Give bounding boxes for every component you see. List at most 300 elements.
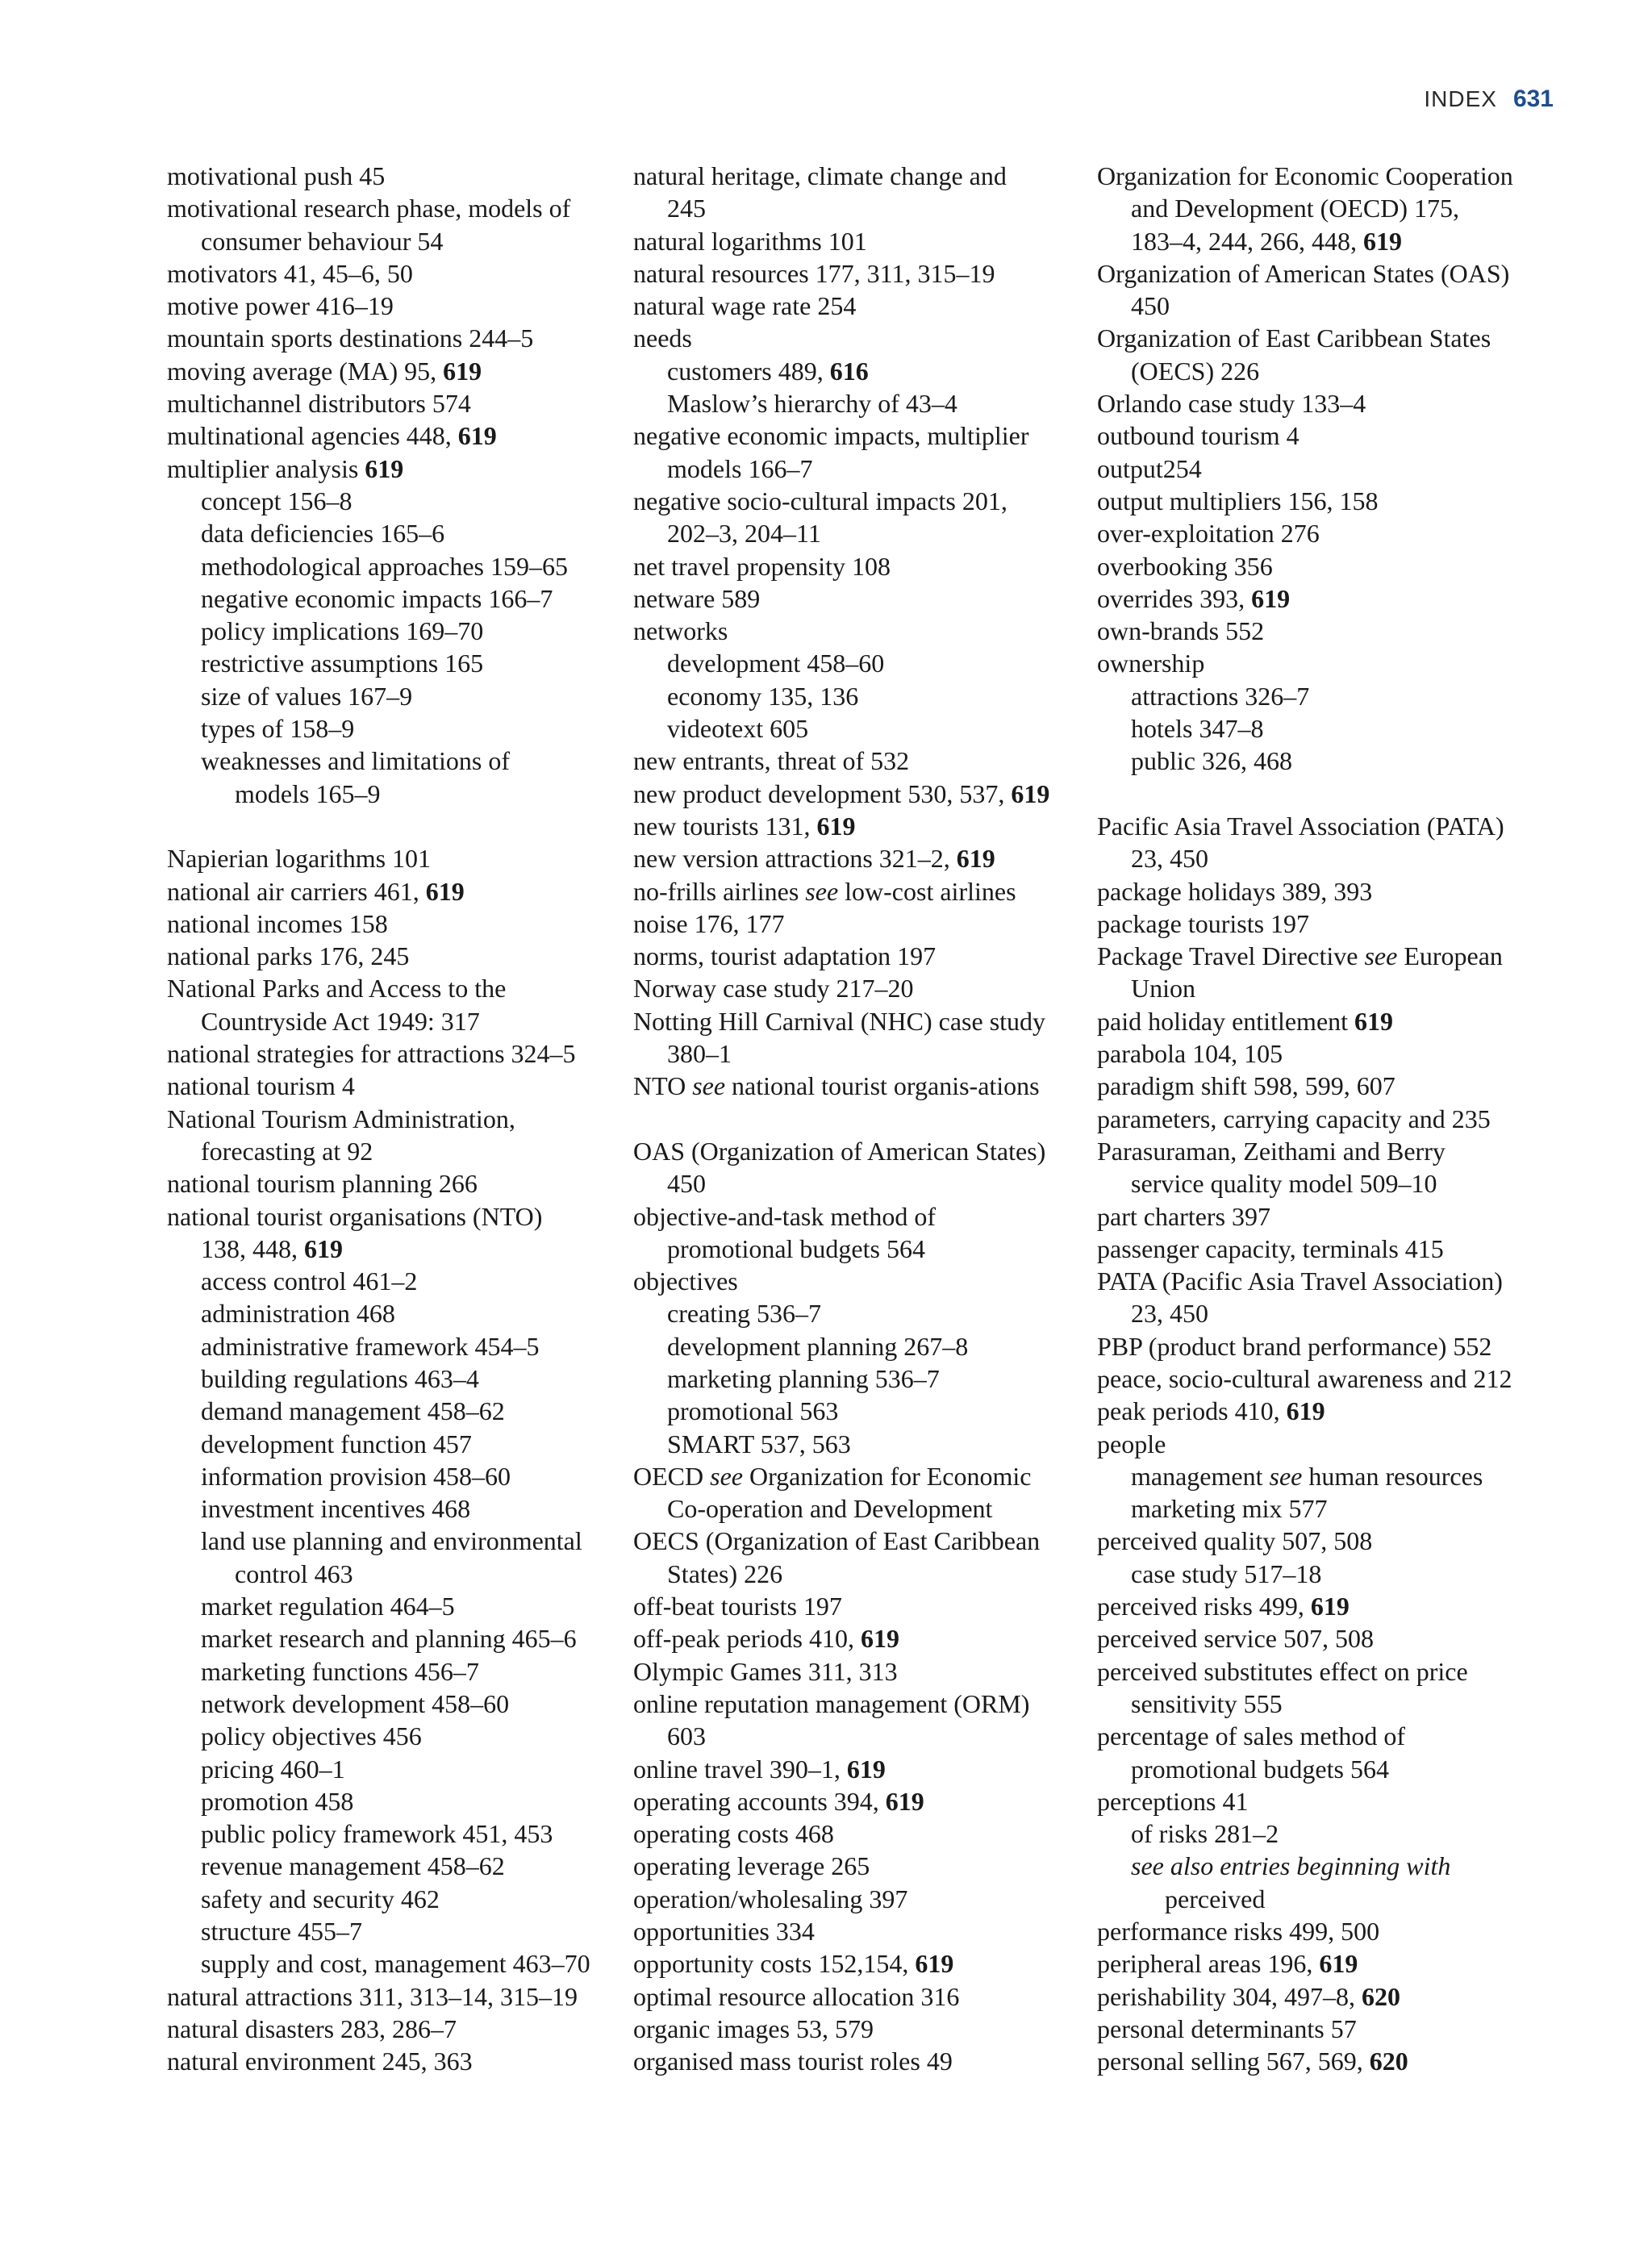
index-entry bbox=[633, 615, 1109, 647]
entry-text: human resources bbox=[1302, 1461, 1483, 1491]
page-reference-bold: 619 bbox=[304, 1233, 343, 1263]
entry-text: supply and cost, management 463–70 bbox=[201, 1949, 590, 1979]
entry-text: perishability 304, 497–8, bbox=[1097, 1981, 1362, 2011]
entry-text: Pacific Asia Travel Association (PATA) bbox=[1097, 811, 1504, 841]
entry-text: 380–1 bbox=[667, 1039, 732, 1069]
entry-text: part charters 397 bbox=[1097, 1201, 1271, 1231]
entry-text: off-beat tourists 197 bbox=[633, 1592, 842, 1621]
index-entry bbox=[633, 225, 1109, 257]
entry-text: models 166–7 bbox=[667, 453, 813, 483]
entry-text: models 165–9 bbox=[235, 778, 381, 808]
entry-text: management bbox=[1131, 1461, 1270, 1491]
index-subentry bbox=[167, 680, 643, 712]
entry-text: opportunities 334 bbox=[633, 1917, 815, 1947]
entry-text: concept 156–8 bbox=[201, 486, 353, 515]
index-entry bbox=[1097, 1233, 1573, 1265]
index-entry bbox=[1097, 908, 1573, 940]
index-entry bbox=[1097, 1005, 1573, 1037]
entry-text: 245 bbox=[667, 194, 706, 223]
index-subentry bbox=[633, 355, 1109, 387]
index-entry-continuation bbox=[633, 1037, 1109, 1070]
index-entry bbox=[167, 908, 643, 940]
entry-text: organic images 53, 579 bbox=[633, 2013, 874, 2043]
index-entry bbox=[633, 1070, 1109, 1102]
entry-text: new product development 530, 537, bbox=[633, 778, 1012, 808]
index-entry-continuation bbox=[1097, 355, 1573, 387]
index-entry bbox=[1097, 810, 1573, 842]
index-entry bbox=[1097, 2045, 1573, 2077]
entry-text: output multipliers 156, 158 bbox=[1097, 486, 1379, 515]
index-entry bbox=[633, 1753, 1109, 1785]
index-entry bbox=[167, 1070, 643, 1102]
entry-text: natural logarithms 101 bbox=[633, 226, 867, 256]
index-entry bbox=[1097, 1622, 1573, 1655]
index-subentry bbox=[1097, 1558, 1573, 1590]
page-reference-bold: 619 bbox=[816, 811, 856, 841]
index-entry bbox=[167, 355, 643, 387]
entry-text: National Tourism Administration, bbox=[167, 1104, 515, 1133]
index-entry bbox=[633, 908, 1109, 940]
entry-text: multinational agencies 448, bbox=[167, 421, 458, 451]
index-entry bbox=[1097, 1037, 1573, 1070]
entry-text: needs bbox=[633, 323, 692, 353]
index-entry bbox=[1097, 1428, 1573, 1460]
index-entry bbox=[633, 160, 1109, 192]
entry-text: Maslow’s hierarchy of 43–4 bbox=[667, 389, 957, 419]
index-entry bbox=[1097, 419, 1573, 452]
index-subentry bbox=[167, 1460, 643, 1492]
page-reference-bold: 619 bbox=[365, 453, 404, 483]
index-subentry bbox=[167, 1297, 643, 1329]
entry-text: information provision 458–60 bbox=[201, 1461, 511, 1491]
entry-text: negative economic impacts, multiplier bbox=[633, 421, 1029, 451]
page-reference-bold: 619 bbox=[457, 421, 497, 451]
index-subentry bbox=[167, 1720, 643, 1752]
index-entry bbox=[1097, 1785, 1573, 1817]
entry-text: size of values 167–9 bbox=[201, 681, 413, 711]
index-entry bbox=[1097, 517, 1573, 549]
index-subentry bbox=[167, 1265, 643, 1297]
entry-text: public policy framework 451, 453 bbox=[201, 1819, 553, 1849]
index-entry-continuation bbox=[633, 1233, 1109, 1265]
index-entry bbox=[633, 1590, 1109, 1622]
entry-text: OAS (Organization of American States) bbox=[633, 1136, 1046, 1166]
index-entry bbox=[167, 290, 643, 322]
index-subentry bbox=[1097, 680, 1573, 712]
entry-text: national tourist organis-ations bbox=[725, 1071, 1040, 1101]
index-subentry bbox=[633, 680, 1109, 712]
index-entry bbox=[1097, 1395, 1573, 1427]
entry-text: new entrants, threat of 532 bbox=[633, 746, 910, 776]
index-entry bbox=[633, 257, 1109, 290]
index-entry bbox=[167, 1037, 643, 1070]
section-gap bbox=[633, 1103, 1109, 1135]
index-entry-continuation bbox=[633, 517, 1109, 549]
entry-text: negative economic impacts 166–7 bbox=[201, 583, 553, 613]
entry-text: natural environment 245, 363 bbox=[167, 2047, 473, 2076]
entry-text: national tourism planning 266 bbox=[167, 1169, 478, 1199]
index-entry-continuation bbox=[1097, 290, 1573, 322]
index-entry-continuation bbox=[633, 192, 1109, 224]
index-entry bbox=[167, 1980, 643, 2013]
cross-reference: see also entries beginning with bbox=[1131, 1851, 1451, 1881]
index-subentry bbox=[167, 550, 643, 582]
index-entry bbox=[167, 972, 643, 1004]
entry-text: net travel propensity 108 bbox=[633, 551, 891, 581]
entry-text: land use planning and environmental bbox=[201, 1526, 582, 1556]
entry-text: netware 589 bbox=[633, 583, 761, 613]
entry-text: structure 455–7 bbox=[201, 1917, 362, 1947]
index-entry bbox=[167, 160, 643, 192]
index-entry bbox=[633, 1460, 1109, 1492]
index-column-2 bbox=[633, 160, 1109, 2078]
entry-text: service quality model 509–10 bbox=[1131, 1169, 1437, 1199]
entry-text: safety and security 462 bbox=[201, 1884, 440, 1913]
index-column-1 bbox=[167, 160, 643, 2078]
entry-text: over-exploitation 276 bbox=[1097, 519, 1320, 549]
index-entry bbox=[1097, 1265, 1573, 1297]
index-subentry bbox=[167, 1590, 643, 1622]
index-subentry bbox=[167, 1817, 643, 1850]
entry-text: national tourism 4 bbox=[167, 1071, 355, 1101]
entry-text: public 326, 468 bbox=[1131, 746, 1292, 776]
entry-text: organised mass tourist roles 49 bbox=[633, 2047, 953, 2076]
entry-text: access control 461–2 bbox=[201, 1266, 418, 1296]
page-reference-bold: 620 bbox=[1369, 2047, 1408, 2076]
entry-text: administration 468 bbox=[201, 1299, 395, 1329]
page-reference-bold: 619 bbox=[956, 844, 995, 874]
entry-text: low-cost airlines bbox=[838, 876, 1016, 906]
entry-text: multiplier analysis bbox=[167, 453, 365, 483]
entry-text: own-brands 552 bbox=[1097, 616, 1265, 646]
index-subentry bbox=[167, 1525, 643, 1557]
entry-text: NTO bbox=[633, 1071, 693, 1101]
index-entry-continuation bbox=[167, 1233, 643, 1265]
entry-text: online travel 390–1, bbox=[633, 1754, 847, 1784]
index-entry bbox=[167, 842, 643, 874]
entry-text: perceived bbox=[1165, 1884, 1266, 1913]
section-gap bbox=[167, 810, 643, 842]
entry-text: sensitivity 555 bbox=[1131, 1688, 1283, 1718]
entry-text: creating 536–7 bbox=[667, 1299, 822, 1329]
entry-text: Organization of East Caribbean States bbox=[1097, 323, 1491, 353]
entry-text: people bbox=[1097, 1429, 1166, 1458]
page-reference-bold: 619 bbox=[1354, 1006, 1394, 1036]
entry-text: 23, 450 bbox=[1131, 1299, 1208, 1329]
entry-text: operating accounts 394, bbox=[633, 1786, 886, 1816]
index-entry bbox=[633, 1622, 1109, 1655]
page-reference-bold: 619 bbox=[1286, 1396, 1325, 1426]
index-entry-continuation bbox=[1097, 1883, 1573, 1915]
entry-text: pricing 460–1 bbox=[201, 1754, 345, 1784]
index-entry bbox=[633, 1883, 1109, 1915]
index-entry-continuation bbox=[1097, 1167, 1573, 1200]
index-entry bbox=[633, 1785, 1109, 1817]
entry-text: Countryside Act 1949: 317 bbox=[201, 1006, 480, 1036]
entry-text: promotion 458 bbox=[201, 1786, 354, 1816]
entry-text: Olympic Games 311, 313 bbox=[633, 1656, 898, 1686]
entry-text: natural attractions 311, 313–14, 315–19 bbox=[167, 1981, 578, 2011]
page-reference-bold: 619 bbox=[425, 876, 465, 906]
page-reference-bold: 619 bbox=[915, 1949, 954, 1979]
index-entry bbox=[633, 745, 1109, 777]
index-entry bbox=[1097, 257, 1573, 290]
entry-text: no-frills airlines bbox=[633, 876, 806, 906]
entry-text: networks bbox=[633, 616, 728, 646]
entry-text: development 458–60 bbox=[667, 649, 885, 678]
entry-text: online reputation management (ORM) bbox=[633, 1688, 1030, 1718]
entry-text: Norway case study 217–20 bbox=[633, 974, 914, 1004]
index-subentry bbox=[167, 615, 643, 647]
index-entry bbox=[1097, 615, 1573, 647]
index-entry-continuation bbox=[167, 1135, 643, 1167]
index-entry bbox=[167, 2045, 643, 2077]
index-entry bbox=[167, 1167, 643, 1200]
entry-text: forecasting at 92 bbox=[201, 1136, 373, 1166]
section-label: INDEX bbox=[1424, 86, 1497, 111]
page-reference-bold: 619 bbox=[1363, 226, 1402, 256]
entry-text: 138, 448, bbox=[201, 1233, 304, 1263]
entry-text: development planning 267–8 bbox=[667, 1331, 969, 1361]
index-subentry bbox=[633, 647, 1109, 679]
entry-text: optimal resource allocation 316 bbox=[633, 1981, 960, 2011]
index-entry bbox=[1097, 1362, 1573, 1395]
entry-text: 450 bbox=[1131, 291, 1170, 321]
index-entry bbox=[633, 1265, 1109, 1297]
entry-text: Notting Hill Carnival (NHC) case study bbox=[633, 1006, 1046, 1036]
index-entry bbox=[633, 1005, 1109, 1037]
entry-text: PATA (Pacific Asia Travel Association) bbox=[1097, 1266, 1503, 1296]
index-entry bbox=[633, 875, 1109, 908]
index-entry bbox=[633, 2013, 1109, 2045]
index-subentry bbox=[633, 712, 1109, 745]
index-subentry bbox=[167, 1330, 643, 1362]
entry-text: methodological approaches 159–65 bbox=[201, 551, 568, 581]
index-entry bbox=[167, 1200, 643, 1233]
entry-text: personal selling 567, 569, bbox=[1097, 2047, 1370, 2076]
index-entry bbox=[633, 1915, 1109, 1947]
entry-text: negative socio-cultural impacts 201, bbox=[633, 486, 1007, 515]
entry-text: Parasuraman, Zeithami and Berry bbox=[1097, 1136, 1446, 1166]
cross-reference: see bbox=[1364, 941, 1398, 971]
entry-text: perceived service 507, 508 bbox=[1097, 1624, 1374, 1654]
index-entry bbox=[1097, 1590, 1573, 1622]
index-entry bbox=[633, 778, 1109, 810]
entry-text: hotels 347–8 bbox=[1131, 714, 1264, 744]
entry-text: motivational push 45 bbox=[167, 161, 386, 190]
index-subentry bbox=[1097, 1460, 1573, 1492]
index-entry bbox=[633, 1688, 1109, 1720]
cross-reference: see bbox=[1269, 1461, 1303, 1491]
index-subentry bbox=[633, 1395, 1109, 1427]
index-subentry bbox=[167, 745, 643, 777]
index-entry bbox=[1097, 2013, 1573, 2045]
entry-text: operating costs 468 bbox=[633, 1819, 834, 1849]
page-number: 631 bbox=[1512, 86, 1554, 112]
index-subentry bbox=[167, 1785, 643, 1817]
entry-text: new tourists 131, bbox=[633, 811, 817, 841]
entry-text: 450 bbox=[667, 1169, 706, 1199]
index-column-3 bbox=[1097, 160, 1573, 2078]
index-entry bbox=[633, 1947, 1109, 1980]
index-entry bbox=[1097, 1200, 1573, 1233]
entry-text: National Parks and Access to the bbox=[167, 974, 507, 1004]
index-subentry bbox=[167, 1428, 643, 1460]
index-entry-continuation bbox=[1097, 192, 1573, 224]
entry-text: moving average (MA) 95, bbox=[167, 356, 444, 386]
entry-text: national incomes 158 bbox=[167, 908, 388, 938]
entry-text: multichannel distributors 574 bbox=[167, 389, 471, 419]
entry-text: 23, 450 bbox=[1131, 844, 1208, 874]
index-subentry bbox=[1097, 1850, 1573, 1882]
cross-reference: see bbox=[692, 1071, 726, 1101]
entry-text: 183–4, 244, 266, 448, bbox=[1131, 226, 1363, 256]
index-entry-continuation bbox=[1097, 225, 1573, 257]
cross-reference: see bbox=[710, 1461, 743, 1491]
index-subentry bbox=[167, 1688, 643, 1720]
index-entry bbox=[633, 940, 1109, 972]
entry-text: motivators 41, 45–6, 50 bbox=[167, 258, 413, 288]
page-reference-bold: 619 bbox=[1251, 583, 1291, 613]
entry-text: objectives bbox=[633, 1266, 738, 1296]
entry-text: promotional 563 bbox=[667, 1396, 839, 1426]
page-reference-bold: 619 bbox=[846, 1754, 886, 1784]
index-subentry bbox=[633, 1297, 1109, 1329]
entry-text: motive power 416–19 bbox=[167, 291, 394, 321]
entry-text: overbooking 356 bbox=[1097, 551, 1273, 581]
entry-text: promotional budgets 564 bbox=[667, 1233, 925, 1263]
entry-text: 603 bbox=[667, 1721, 706, 1751]
page-reference-bold: 619 bbox=[861, 1624, 899, 1654]
index-entry bbox=[167, 192, 643, 224]
index-entry bbox=[1097, 647, 1573, 679]
entry-text: outbound tourism 4 bbox=[1097, 421, 1299, 451]
entry-text: of risks 281–2 bbox=[1131, 1819, 1279, 1849]
entry-text: marketing planning 536–7 bbox=[667, 1363, 940, 1393]
index-subentry bbox=[1097, 1492, 1573, 1525]
entry-text: Orlando case study 133–4 bbox=[1097, 389, 1366, 419]
index-entry bbox=[633, 1525, 1109, 1557]
entry-text: package tourists 197 bbox=[1097, 908, 1310, 938]
entry-text: Organization for Economic bbox=[742, 1461, 1032, 1491]
entry-text: natural heritage, climate change and bbox=[633, 161, 1007, 190]
entry-text: market regulation 464–5 bbox=[201, 1592, 455, 1621]
entry-text: national tourist organisations (NTO) bbox=[167, 1201, 543, 1231]
index-entry bbox=[1097, 1720, 1573, 1752]
index-entry-continuation bbox=[633, 1167, 1109, 1200]
index-subentry bbox=[633, 387, 1109, 419]
index-entry-continuation bbox=[167, 1558, 643, 1590]
entry-text: natural resources 177, 311, 315–19 bbox=[633, 258, 995, 288]
index-entry bbox=[633, 1850, 1109, 1882]
index-subentry bbox=[167, 1395, 643, 1427]
entry-text: SMART 537, 563 bbox=[667, 1429, 851, 1458]
entry-text: investment incentives 468 bbox=[201, 1494, 471, 1524]
entry-text: percentage of sales method of bbox=[1097, 1721, 1406, 1751]
index-entry-continuation bbox=[167, 1005, 643, 1037]
index-subentry bbox=[167, 485, 643, 517]
index-entry-continuation bbox=[167, 778, 643, 810]
entry-text: Package Travel Directive bbox=[1097, 941, 1365, 971]
entry-text: mountain sports destinations 244–5 bbox=[167, 323, 534, 353]
entry-text: national air carriers 461, bbox=[167, 876, 426, 906]
entry-text: control 463 bbox=[235, 1559, 353, 1588]
index-entry bbox=[167, 875, 643, 908]
index-entry bbox=[1097, 387, 1573, 419]
index-subentry bbox=[167, 582, 643, 615]
entry-text: Union bbox=[1131, 974, 1195, 1004]
page-reference-bold: 619 bbox=[1011, 778, 1050, 808]
index-entry bbox=[167, 419, 643, 452]
index-entry bbox=[633, 810, 1109, 842]
entry-text: perceptions 41 bbox=[1097, 1786, 1249, 1816]
index-entry bbox=[167, 940, 643, 972]
entry-text: attractions 326–7 bbox=[1131, 681, 1310, 711]
index-entry bbox=[633, 290, 1109, 322]
entry-text: building regulations 463–4 bbox=[201, 1363, 479, 1393]
entry-text: overrides 393, bbox=[1097, 583, 1252, 613]
index-subentry bbox=[167, 1492, 643, 1525]
entry-text: promotional budgets 564 bbox=[1131, 1754, 1389, 1784]
index-entry bbox=[1097, 453, 1573, 485]
index-subentry bbox=[1097, 712, 1573, 745]
index-entry-continuation bbox=[1097, 842, 1573, 874]
entry-text: motivational research phase, models of bbox=[167, 194, 571, 223]
entry-text: parameters, carrying capacity and 235 bbox=[1097, 1104, 1491, 1133]
entry-text: objective-and-task method of bbox=[633, 1201, 936, 1231]
index-subentry bbox=[633, 1428, 1109, 1460]
index-entry bbox=[167, 322, 643, 354]
index-entry bbox=[633, 842, 1109, 874]
entry-text: revenue management 458–62 bbox=[201, 1851, 505, 1881]
entry-text: operating leverage 265 bbox=[633, 1851, 870, 1881]
index-entry bbox=[633, 1980, 1109, 2013]
index-entry-continuation bbox=[633, 453, 1109, 485]
index-entry bbox=[1097, 485, 1573, 517]
entry-text: output254 bbox=[1097, 453, 1202, 483]
entry-text: Co-operation and Development bbox=[667, 1494, 993, 1524]
entry-text: policy objectives 456 bbox=[201, 1721, 422, 1751]
index-entry bbox=[1097, 940, 1573, 972]
entry-text: restrictive assumptions 165 bbox=[201, 649, 484, 678]
entry-text: new version attractions 321–2, bbox=[633, 844, 957, 874]
page-reference-bold: 619 bbox=[443, 356, 482, 386]
entry-text: opportunity costs 152,154, bbox=[633, 1949, 916, 1979]
entry-text: paid holiday entitlement bbox=[1097, 1006, 1355, 1036]
entry-text: OECD bbox=[633, 1461, 711, 1491]
entry-text: off-peak periods 410, bbox=[633, 1624, 861, 1654]
entry-text: data deficiencies 165–6 bbox=[201, 519, 445, 549]
entry-text: States) 226 bbox=[667, 1559, 783, 1588]
entry-text: perceived risks 499, bbox=[1097, 1592, 1311, 1621]
entry-text: videotext 605 bbox=[667, 714, 809, 744]
entry-text: consumer behaviour 54 bbox=[201, 226, 444, 256]
entry-text: European bbox=[1397, 941, 1503, 971]
entry-text: economy 135, 136 bbox=[667, 681, 859, 711]
index-entry bbox=[1097, 160, 1573, 192]
index-subentry bbox=[167, 1850, 643, 1882]
index-entry bbox=[167, 387, 643, 419]
entry-text: peace, socio-cultural awareness and 212 bbox=[1097, 1363, 1512, 1393]
entry-text: case study 517–18 bbox=[1131, 1559, 1322, 1588]
index-subentry bbox=[167, 647, 643, 679]
index-entry-continuation bbox=[1097, 1297, 1573, 1329]
index-entry bbox=[633, 419, 1109, 452]
running-head bbox=[1424, 86, 1554, 113]
index-subentry bbox=[633, 1362, 1109, 1395]
entry-text: 202–3, 204–11 bbox=[667, 519, 821, 549]
index-subentry bbox=[167, 1753, 643, 1785]
